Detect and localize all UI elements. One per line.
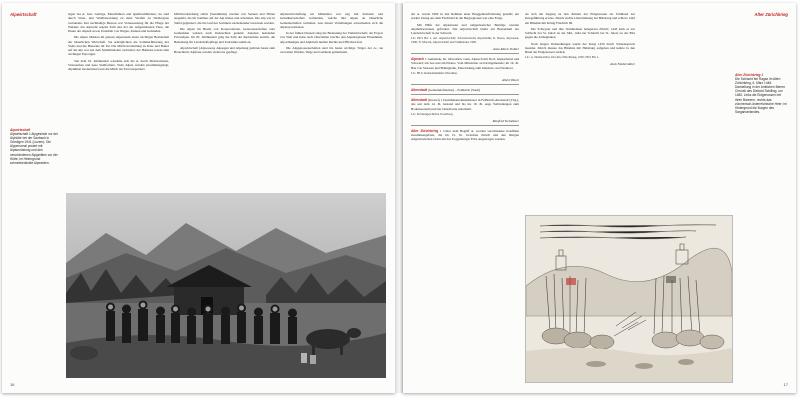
right-column-2	[525, 12, 635, 210]
right-page-number: 17	[783, 382, 788, 387]
right-running-head: Alter Zürichkrieg	[754, 12, 788, 17]
entry-divider	[411, 94, 519, 95]
left-col3-para: In der frühen Neuzeit stieg die Bedeutung der Viehwirtschaft; der Export von Vieh und Käse nach Oberitalien brachte den Alpenregionen Einnahmen. Alpordnungen und Alpbriefe hielten Rechte und Pflichten fest.	[280, 31, 383, 44]
left-col3-para: Die Alpgenossenschaften sind bis heute wichtige Träger der A.; sie verwalten Weiden, Wege und Gebäude gemeinsam.	[280, 45, 383, 54]
entry-alter-zuerichkrieg-title: Alter Zürichkrieg	[411, 128, 439, 133]
left-col3-para: Alpbewirtschaftung im Mittelalter war eng mit Klöstern und Grundherrschaften verbunden, welche ihre Alpen an bäuerliche Gemeinschaften verliehen. Aus diesen Verleihungen entwickelten sich die Alpkorporationen.	[280, 12, 383, 29]
left-col1-para: Seit dem 19. Jahrhundert wandelte sich die A. durch Meliorationen, Strassenbau und neue Stallformen. Viele Alpen wurden zusammengelegt, Alphütten modernisiert und die Milch ins Tal transportiert.	[68, 58, 169, 71]
right-col2-para: Die Schwyzer und ihre Verbündeten belagerten Zürich; 1443 kam es zur Schlacht bei St. Jakob an der Sihl, 1444 zur Schlacht bei St. Jakob an der Birs gegen die Armagnaken.	[525, 26, 635, 40]
entry-alter-zuerichkrieg	[411, 129, 519, 142]
book-gutter	[395, 3, 403, 393]
left-photo-caption	[10, 128, 58, 165]
left-col1-para: lagen bei A. bzw. Gebirge, Einzelfuhren und Quellverhältnisse; sie sind durch Streu- und Waldbeweidung zu einer Vielfalt an Weidetypen verbunden. Der nachhaltige Bestoss war Voraussetzung für die Pflege der Weiden; das Alprecht regelte Zahl und Art der aufgetriebenen Tiere, die Dauer der Alpzeit sowie Unterhalt von Wegen, Zäunen und Gebäuden.	[68, 12, 169, 33]
entry-divider	[411, 125, 519, 126]
chronicle-illustration	[525, 215, 733, 383]
entry-alpnach-text: 1 Gemeinde, Kt. Obwalden, Gem. Alpnach mit Dorf, Alpnachstad und Schoried; am See und am Pilatus. Vom Mittelalter an Kirchgemeinde; im 19. Jh. Bau von Strassen und Brünigbahn, Entwicklung zum Industrie- und Wohnort.	[411, 57, 519, 70]
left-col2-para: Alpwirtschaft (Alpwesen), Alpsegen und Alpabzug gehören heute zum Brauchtum; Alpfeste werden vielerorts gepflegt.	[174, 45, 275, 54]
entry-altenstadt-2	[411, 98, 519, 111]
entry-altenstadt-2-title: Altenstadt	[411, 98, 428, 103]
right-col1-literature: Lit.: HLS Bd. 1, Art. Alpwirtschaft; Schweizerische Alpstatistik; R. Ruoss, Alpwesen, 1990; N. Morard, Alpwirtschaft und Viehhandel, 1985.	[411, 36, 519, 45]
entry-altenstadt-1-title: Altenstadt	[411, 87, 428, 92]
entry-alpnach-signature: Albert Hauri	[502, 77, 519, 82]
entry-altenstadt-2-text: (Kloster) 1 Dominikanerinnenkloster in Feldkirch-Altenstadt (Vbg.), das seit dem 14. Jh. bestand und bis ins 19. Jh. enge Verbindungen zum Bodenseeraum und zur Ostschweiz unterhielt.	[411, 98, 519, 111]
chronicle-illustration-graphic	[526, 216, 732, 382]
right-col2-para: Nach langen Verhandlungen wurde der Krieg 1450 durch Schiedsspruch beendet. Zürich musste das Bündnis mit Habsburg aufgeben und kehrte in den Bund der Eidgenossen zurück.	[525, 41, 635, 54]
left-page	[2, 3, 395, 393]
entry-altenstadt-1	[411, 88, 519, 92]
entry-alter-zuerichkrieg-text: 1 Unter dem Begriff A. werden verschiedene Konflikte zusammengefasst, die im 15. Jh. zwischen Zürich und den übrigen eidgenössischen Orten um das Toggenburger Erbe ausgetragen wurden.	[411, 128, 519, 142]
left-col2-para: Milchverarbeitung selbst (Sennhütten) wurden von Sennen und Hirten ausgeübt, die im Sommer auf der Alp lebten und arbeiteten. Die Alp war in Stafel gegliedert, die im Lauf des Sommers nacheinander bestossen wurden.	[174, 12, 275, 25]
alp-workers-photo-graphic	[66, 193, 386, 378]
right-column-1	[411, 12, 519, 384]
left-column-3	[280, 12, 383, 190]
entry-altenstadt-1-text: (Gemeindefraktion) – Feldkirch (Stadt)	[427, 87, 480, 92]
entry-altenstadt-2-signature: Manfred Tschaikner	[492, 118, 519, 123]
entry-altenstadt-2-literature: Lit.: Kirchengeschichte Vorarlberg.	[411, 111, 454, 116]
right-col1-signature: Anne-Marie Dubler	[492, 46, 519, 51]
entry-divider	[411, 53, 519, 54]
right-caption-text: Die Schlacht bei Ragaz im Alten Zürichkrieg, 6. März 1446. Darstellung in der Amtlichen Berner Chronik des Diebold Schilling, um 1480. Links die Eidgenossen mit ihren Bannern, rechts das zürcherisch-österreichische Heer; im Hintergrund die Burgen des Sarganserlandes.	[735, 77, 787, 114]
left-column-2	[174, 12, 275, 190]
left-caption-text: Alpwirtschaft 1 Alpgesinde vor der Alphütte bei der Sanbach in Gümligen 1941 (Luzern). Die Alppersonal posiert mit Alpausrüstung und den verschiedenen Alpgeräten vor der Hütte; im Hintergrund schneebedeckte Alpweiden.	[10, 132, 59, 165]
entry-alpnach	[411, 57, 519, 70]
right-col2-para: als sich die Zugang zu den Ämtern der Eidgenossen als Schlüssel zur Kriegsführung erwies. Zürich suchte Unterstützung bei Habsburg und schloss 1442 ein Bündnis mit König Friedrich III.	[525, 12, 635, 25]
left-page-number: 16	[10, 382, 15, 387]
alp-workers-photo	[66, 193, 386, 378]
left-running-head: Alpwirtschaft	[10, 12, 37, 17]
right-col1-para: der A. wurde 1960 in den Rahmen einer Berggebietsförderung gestellt; ein starker Zuzug aus dem Flachland in die Bergregionen war eine Folge.	[411, 12, 519, 21]
right-page	[403, 3, 796, 393]
right-caption-title: Alter Zürichkrieg 1	[735, 73, 764, 77]
right-col2-signature: Alois Niederstätter	[609, 62, 635, 67]
left-caption-title: Alpwirtschaft	[10, 128, 31, 132]
entry-alpnach-literature: Lit.: HLS; Kunstdenkmäler Obwalden.	[411, 70, 458, 75]
left-column-1	[68, 12, 169, 190]
entry-divider	[411, 84, 519, 85]
right-col2-literature: Lit.: A. Niederstätter, Der Alte Zürichkrieg, 1995; HLS Bd. 1.	[525, 55, 600, 60]
right-illustration-caption	[735, 73, 788, 114]
left-col2-para: Die Alpen im Besitz von Korporationen, Genossenschaften oder Gemeinden wurden nach Kuhrechten genutzt; daneben bestanden Privatalpen. Im 20. Jahrhundert ging die Zahl der Alpbetriebe zurück, die Bedeutung für Landschaftspflege und Tourismus nahm zu.	[174, 26, 275, 44]
left-col1-para: Die Alpen bildeten im ganzen Alpenraum einen wichtigen Bestandteil der bäuerlichen Wirtschaft. Sie ermöglichten die Sommerfütterung des Viehs und die Heuernte im Tal. Die Milchverarbeitung zu Käse und Butter auf der Alp war seit dem Spätmittelalter verbreitet; der Hartkäse wurde zum wichtigen Exportgut.	[68, 35, 169, 57]
right-col1-para: Mit Hilfe der Alpkataster und eidgenössischer Beiträge wurden Alpmeliorationen gefördert. Die Alpwirtschaft bleibt ein Bestandteil der Landwirtschaft in der Schweiz.	[411, 22, 519, 35]
entry-alpnach-title: Alpnach	[411, 57, 425, 62]
